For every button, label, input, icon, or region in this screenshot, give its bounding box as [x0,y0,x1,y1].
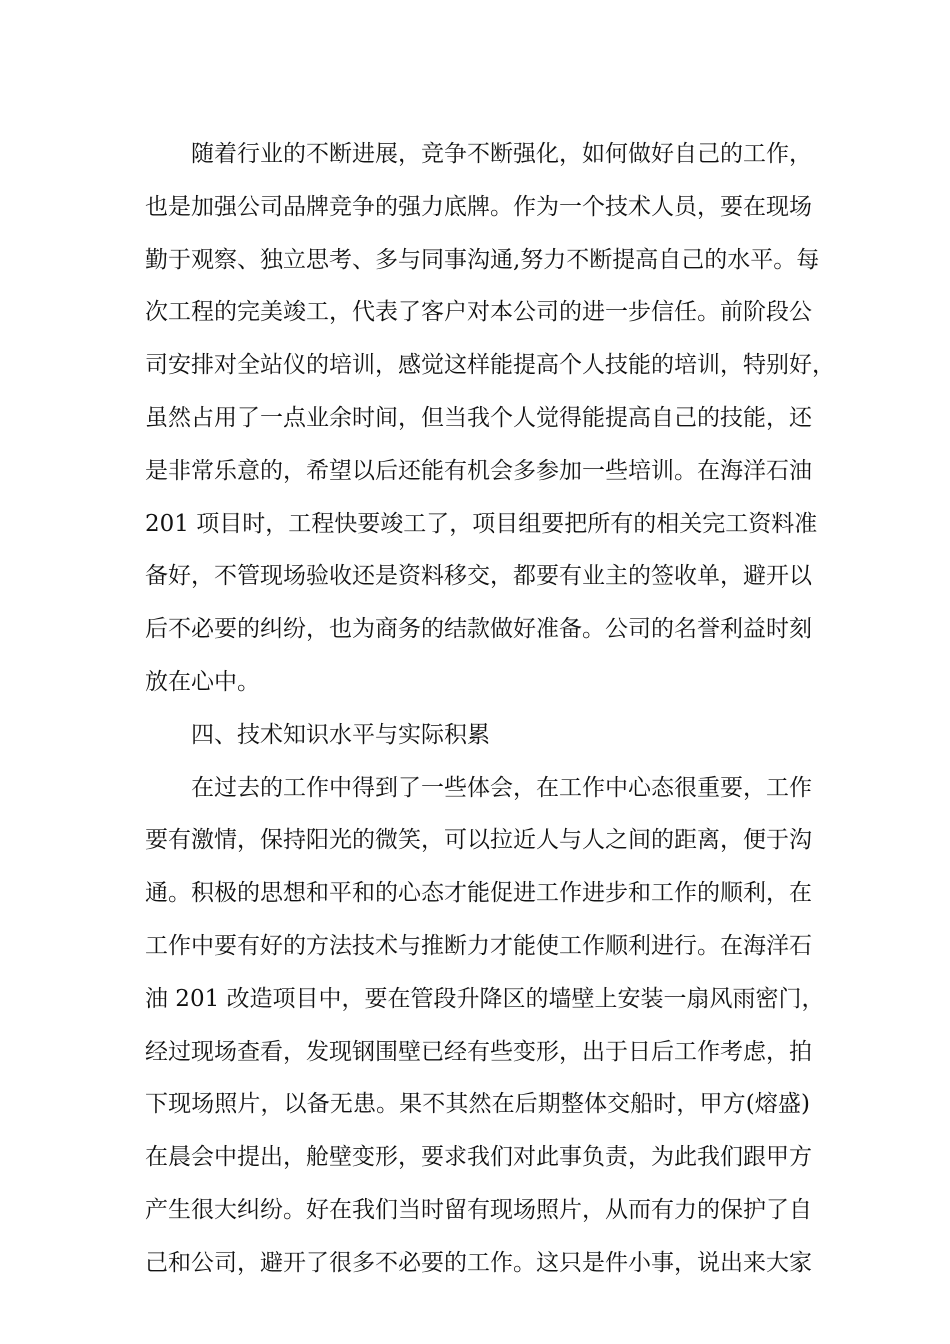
paragraph-line: 经过现场查看，发现钢围壁已经有些变形，出于日后工作考虑，拍 [145,1038,812,1065]
paragraph-line: 工作中要有好的方法技术与推断力才能使工作顺利进行。在海洋石 [145,932,812,959]
paragraph-line: 随着行业的不断进展，竞争不断强化，如何做好自己的工作， [191,141,812,167]
document-body [145,128,835,1290]
section-heading: 四、技术知识水平与实际积累 [191,721,490,748]
paragraph-line: 备好，不管现场验收还是资料移交，都要有业主的签收单，避开以 [145,563,812,590]
paragraph-line: 放在心中。 [145,668,260,695]
paragraph-line: 勤于观察、独立思考、多与同事沟通,努力不断提高自己的水平。每 [145,246,820,273]
paragraph-line: 油 201 改造项目中，要在管段升降区的墙壁上安装一扇风雨密门， [145,985,825,1012]
paragraph-line: 产生很大纠纷。好在我们当时留有现场照片，从而有力的保护了自 [145,1196,812,1223]
paragraph-line: 要有激情，保持阳光的微笑，可以拉近人与人之间的距离，便于沟 [145,827,812,854]
paragraph-line: 司安排对全站仪的培训，感觉这样能提高个人技能的培训，特别好， [145,352,835,379]
paragraph-line: 在过去的工作中得到了一些体会，在工作中心态很重要，工作 [191,774,812,801]
paragraph-line: 通。积极的思想和平和的心态才能促进工作进步和工作的顺利，在 [145,880,812,907]
paragraph-line: 也是加强公司品牌竞争的强力底牌。作为一个技术人员，要在现场 [145,193,812,220]
paragraph-line: 后不必要的纠纷，也为商务的结款做好准备。公司的名誉利益时刻 [145,616,812,643]
paragraph-line: 是非常乐意的，希望以后还能有机会多参加一些培训。在海洋石油 [145,457,812,484]
paragraph-line: 201 项目时，工程快要竣工了，项目组要把所有的相关完工资料准 [145,510,818,537]
paragraph-line: 下现场照片，以备无患。果不其然在后期整体交船时，甲方(熔盛) [145,1091,810,1118]
paragraph-line: 次工程的完美竣工，代表了客户对本公司的进一步信任。前阶段公 [145,299,812,326]
paragraph-line: 己和公司，避开了很多不必要的工作。这只是件小事，说出来大家 [145,1249,812,1276]
paragraph-line: 虽然占用了一点业余时间，但当我个人觉得能提高自己的技能，还 [145,404,812,431]
paragraph-line: 在晨会中提出，舱壁变形，要求我们对此事负责，为此我们跟甲方 [145,1144,812,1171]
